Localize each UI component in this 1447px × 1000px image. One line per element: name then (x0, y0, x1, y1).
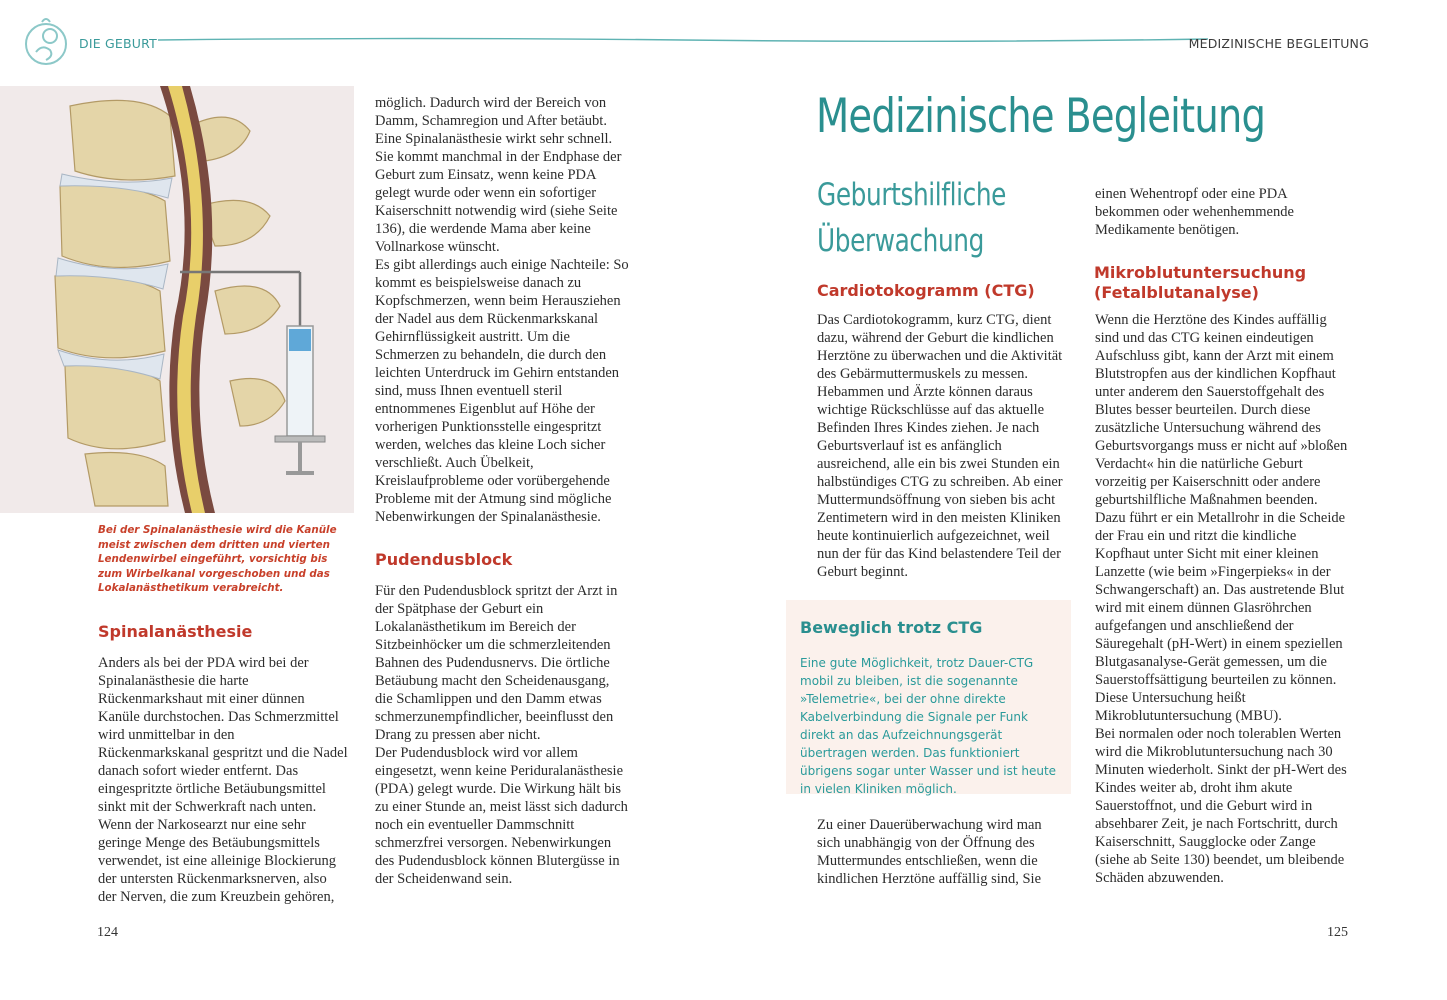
info-box-text: Eine gute Möglichkeit, trotz Dauer-CTG mobil zu bleiben, ist die sogenannte »Telemetrie«, bei der ohne direkte Kabelverbindung die Signale per Funk direkt an das Aufzeichnungsgerät übertragen werden. Das funktioniert übrigens sogar unter Wasser und ist heute in vielen Kliniken möglich. (800, 656, 1057, 796)
mbu-text (1095, 311, 1350, 887)
col4-intro (1095, 185, 1350, 239)
pudendus-text (375, 582, 630, 888)
info-box-title: Beweglich trotz CTG (800, 618, 983, 637)
col2-paragraph-1: möglich. Dadurch wird der Bereich von Damm, Schamregion und After betäubt. Eine Spinalanästhesie wirkt sehr schnell. Sie kommt manchmal in der Endphase der Geburt zum Einsatz, wenn keine PDA gelegt wurde oder wenn ein sofortiger Kaiserschnitt notwendig wird (siehe Seite 136), die werdende Mama aber keine Vollnarkose wünscht. (375, 95, 622, 255)
spinal-anesthesia-illustration (0, 86, 354, 513)
pudendus-paragraph-1: Für den Pudendusblock spritzt der Arzt in der Spätphase der Geburt ein Lokalanästhetikum im Bereich der Sitzbeinhöcker um die schmerzleitenden Bahnen des Pudendusnervs. Die örtliche Betäubung macht den Scheidenausgang, die Schamlippen und den Damm etwas schmerzunempfindlicher, beeinflusst den Drang zu pressen aber nicht. (375, 583, 618, 743)
dauer-paragraph: Zu einer Dauerüberwachung wird man sich unabhängig von der Öffnung des Muttermundes entschließen, wenn die kindlichen Herztöne auffällig sind, Sie (817, 817, 1042, 887)
spinal-paragraph: Anders als bei der PDA wird bei der Spinalanästhesie die harte Rückenmarkshaut mit einer dünnen Kanüle durchstochen. Das Schmerzmittel wird unmittelbar in den Rückenmarkskanal gespritzt und die Nadel danach sofort wieder entfernt. Das eingespritzte örtliche Betäubungsmittel sinkt mit der Schwerkraft nach unten. Wenn der Narkosearzt nur eine sehr geringe Menge des Betäubungsmittels verwendet, ist eine alleinige Blockierung der untersten Rückenmarksnerven, also der Nerven, die zum Kreuzbein gehören, (98, 655, 348, 905)
spinal-text (98, 654, 348, 906)
section-title-line-1: Geburtshilfliche (817, 177, 1006, 213)
ctg-text (817, 311, 1072, 581)
pudendus-heading: Pudendusblock (375, 550, 513, 569)
mbu-paragraph-2: Bei normalen oder noch tolerablen Werten wird die Mikroblutuntersuchung nach 30 Minuten wiederholt. Sinkt der pH-Wert des Kindes weiter ab, droht ihm akute Sauerstoffnot, und die Geburt wird in absehbarer Zeit, je nach Fortschritt, durch Kaiserschnitt, Saugglocke oder Zange (siehe ab Seite 130) beendet, um bleibende Schäden abzuwenden. (1095, 726, 1347, 886)
section-label: MEDIZINISCHE BEGLEITUNG (1188, 36, 1369, 51)
baby-logo-icon (20, 14, 72, 70)
mbu-paragraph-1: Wenn die Herztöne des Kindes auffällig sind und das CTG keinen eindeutigen Aufschluss gibt, kann der Arzt mit einem Blutstropfen aus der kindlichen Kopfhaut unter anderem den Sauerstoffgehalt des Blutes besser beurteilen. Durch diese zusätzliche Untersuchung während des Geburtsvorgangs muss er nicht auf »bloßen Verdacht« hin die natürliche Geburt vorzeitig per Kaiserschnitt oder andere geburtshilfliche Maßnahmen beenden. Dazu führt er ein Metallrohr in die Scheide der Frau ein und ritzt die kindliche Kopfhaut unter Sicht mit einer kleinen Lanzette (wie beim »Fingerpieks« in der Schwangerschaft) an. Das austretende Blut wird mit einem dünnen Glasröhrchen aufgefangen und anschließend der Säuregehalt (pH-Wert) in einem speziellen Blutgasanalyse-Gerät gemessen, um die Sauerstoffsättigung beurteilen zu können. Diese Untersuchung heißt Mikroblutuntersuchung (MBU). (1095, 312, 1348, 724)
info-box (786, 600, 1071, 794)
dauer-text (817, 816, 1062, 888)
illustration-caption: Bei der Spinalanästhesie wird die Kanüle meist zwischen dem dritten und vierten Lendenwirbel eingeführt, vorsichtig bis zum Wirbelkanal vorgeschoben und das Lokalanästhetikum verabreicht. (98, 524, 337, 594)
page-title: Medizinische Begleitung (816, 89, 1266, 144)
col2-paragraph-2: Es gibt allerdings auch einige Nachteile: So kommt es beispielsweise danach zu Kopfschmerzen, wenn beim Herausziehen der Nadel aus dem Rückenmarkskanal Gehirnflüssigkeit austritt. Um die Schmerzen zu behandeln, die durch den leichten Unterdruck im Gehirn entstanden sind, muss Ihnen eventuell steril entnommenes Eigenblut auf Höhe der vorherigen Punktionsstelle eingespritzt werden, welches das kleine Loch sicher verschließt. Auch Übelkeit, Kreislaufprobleme oder vorübergehende Probleme mit der Atmung sind mögliche Nebenwirkungen der Spinalanästhesie. (375, 257, 629, 525)
mbu-heading-line-2: (Fetalblutanalyse) (1094, 283, 1259, 302)
ctg-paragraph: Das Cardiotokogramm, kurz CTG, dient dazu, während der Geburt die kindlichen Herztöne zu überwachen und die Aktivität des Gebärmuttermuskels zu messen. Hebammen und Ärzte können daraus wichtige Rückschlüsse auf das aktuelle Befinden Ihres Kindes ziehen. Je nach Geburtsverlauf ist es anfänglich ausreichend, alle ein bis zwei Stunden ein halbstündiges CTG zu schreiben. Ab einer Muttermundsöffnung von sieben bis acht Zentimetern wird in den meisten Kliniken heute kontinuierlich aufgezeichnet, weil nun der für das Kind belastendere Teil der Geburt beginnt. (817, 312, 1063, 580)
mbu-heading (1094, 263, 1306, 303)
header-divider (158, 34, 1208, 44)
page-number-right: 125 (1327, 925, 1348, 940)
ctg-heading: Cardiotokogramm (CTG) (817, 281, 1035, 300)
section-title (817, 172, 1006, 264)
chapter-label: DIE GEBURT (79, 36, 157, 51)
page-number-left: 124 (97, 925, 118, 940)
col4-paragraph: einen Wehentropf oder eine PDA bekommen oder wehenhemmende Medikamente benötigen. (1095, 186, 1294, 238)
spinal-heading: Spinalanästhesie (98, 622, 253, 641)
col2-text (375, 94, 630, 526)
pudendus-paragraph-2: Der Pudendusblock wird vor allem eingesetzt, wenn keine Periduralanästhesie (PDA) gelegt wurde. Die Wirkung hält bis zu einer Stunde an, meist lässt sich dadurch noch ein eventueller Dammschnitt schmerzfrei versorgen. Nebenwirkungen des Pudendusblock können Blutergüsse in der Scheidenwand sein. (375, 745, 628, 887)
section-title-line-2: Überwachung (817, 223, 984, 259)
mbu-heading-line-1: Mikroblutuntersuchung (1094, 263, 1307, 282)
